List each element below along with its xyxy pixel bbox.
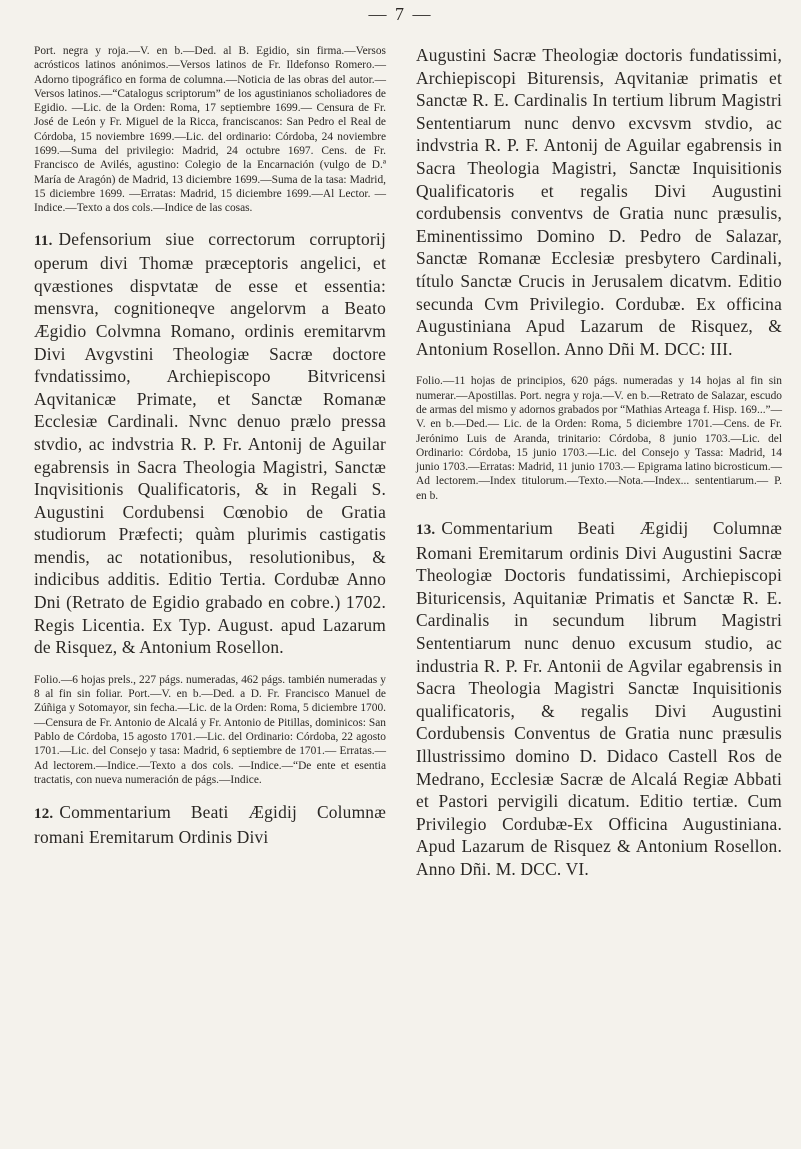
entry-12-title-start-text: Commentarium Beati Ægidij Columnæ romani Eremitarum Ordinis Divi <box>34 802 386 847</box>
entry-13-title <box>416 517 782 881</box>
entry-12-notes: Folio.—11 hojas de principios, 620 págs. numeradas y 14 hojas al fin sin numerar.—Apostillas. Port. negra y roja.—V. en b.—Retrato de Salazar, escudo de armas del mismo y adornos grabados por “Mathias Arteaga f. Hisp. 169...”—V. en b.—Ded.— Lic. de la Orden: Roma, 5 diciembre 1701.—Cens. de Fr. Jerónimo Luis de Aranda, trinitario: Córdoba, 8 junio 1703.—Lic. del Ordinario: Córdoba, 15 junio 1703.—Lic. del Consejo y Tassa: Madrid, 14 junio 1703.—Erratas: Madrid, 11 junio 1703.— Epigrama latino bicrosticum.—Ad lectorem.—Index titulorum.—Texto.—Nota.—Index... sententiarum.— P. en b. <box>416 375 782 502</box>
entry-12-title-start <box>34 801 386 848</box>
entry-11-title <box>34 228 386 659</box>
entry-11-title-text: Defensorium siue correctorum corruptorij operum divi Thomæ præceptoris angelici, et qvæstiones dispvtatæ de esse et essentia: mensvra, cognitioneqve angelorvm a Beato Ægidio Colvmna Romano, ordinis eremitarvm Divi Avgvstini Theologiæ Sacræ doctore fvndatissimo, Archiepiscopo Bitvricensi Aqvitanicæ Primate, et Sanctæ Romanæ Ecclesiæ Cardinali. Nvnc denuo prælo pressa stvdio, ac indvstria R. P. Fr. Antonij de Aguilar egabrensis in Sacra Theologia Magistri, Sanctæ Inqvisitionis Qualificatoris, & in Regali S. Augustini Cordubensi Cœnobio de Gratia studiorum Præfecti; quàm plurimis castigatis mendis, ac notationibus, resolutionibus, & indicibus additis. Editio Tertia. Cordubæ Anno Dni (Retrato de Egidio grabado en cobre.) 1702. Regis Licentia. Ex Typ. August. apud Lazarum de Risquez, & Antonium Rosellon. <box>34 228 386 658</box>
entry-13-title-text: Commentarium Beati Ægidij Columnæ Romani Eremitarum ordinis Divi Augustini Sacræ Theologiæ Doctoris fundatissimi, Archiepiscopi Bituricensis, Aquitaniæ Primatis et Sanctæ R. E. Cardinalis in secundum librum Magistri Sententiarum nunc denuo excusum studio, ac industria R. P. Fr. Antonii de Agvilar egabrensis in Sacra Theologia Magistri Sanctæ Inquisitionis qualificatoris, & regalis Divi Augustini Cordubensis Conventus de Gratia nunc præsulis Illustrissimo domino D. Didaco Castell Ros de Medrano, Ecclesiæ Sacræ de Alcalá Regiæ Abbati et Pastori pervigili dicatum. Editio tertiæ. Cum Privilegio Cordubæ-Ex Officina Augustiniana. Apud Lazarum de Risquez & Antonium Rosellon. Anno Dñi. M. DCC. VI. <box>416 517 782 879</box>
entry-11-number: 11. <box>34 232 53 249</box>
intro-notes: Port. negra y roja.—V. en b.—Ded. al B. Egidio, sin firma.—Versos acrósticos latinos anónimos.—Versos latinos de Fr. Ildefonso Romero.—Adorno tipográfico en forma de columna.—Noticia de las obras del autor.—Versos latinos.—“Catalogus scriptorum” de los agustinianos scholiadores de Egidio. —Lic. de la Orden: Roma, 17 septiembre 1699.— Censura de Fr. José de León y Fr. Miguel de la Ricca, franciscanos: San Pedro el Real de Córdoba, 15 noviembre 1699.—Lic. del ordinario: Córdoba, 24 noviembre 1699.—Suma del privilegio: Madrid, 24 octubre 1697. Cens. de Fr. Francisco de Avilés, agustino: Colegio de la Encarnación (vulgo de D.ª María de Aragón) de Madrid, 13 diciembre 1699.—Suma de la tasa: Madrid, 15 diciembre 1699. —Erratas: Madrid, 15 diciembre 1699.—Al Lector. —Indice.—Texto a dos cols.—Indice de las cosas. <box>34 45 386 215</box>
page-number: — 7 — <box>368 4 433 24</box>
entry-12-number: 12. <box>34 806 54 823</box>
entry-12-title-cont: Augustini Sacræ Theologiæ doctoris fundatissimi, Archiepiscopi Biturensis, Aqvitaniæ primatis et Sanctæ R. E. Cardinalis In tertium librum Magistri Sententiarum nunc denvo excvsvm stvdio, ac indvstria R. P. F. Antonij de Aguilar egabrensis in Sacra Theologia Magistri, Sanctæ Inquisitionis Qualificatoris et regalis Divi Augustini cordubensis conventvs de Gratia nunc præsulis, Eminentissimo Domino D. Pedro de Salazar, Sanctæ Romanæ Ecclesiæ presbytero Cardinali, título Sanctæ Crucis in Jerusalem dicatvm. Editio secunda Cvm Privilegio. Cordubæ. Ex officina Augustiniana Apud Lazarum de Risquez, & Antonium Rosellon. Anno Dñi M. DCC: III. <box>416 45 782 359</box>
entry-11-notes: Folio.—6 hojas prels., 227 págs. numeradas, 462 págs. también numeradas y 8 al fin sin foliar. Port.—V. en b.—Ded. a D. Fr. Francisco Manuel de Zúñiga y Sotomayor, sin fecha.—Lic. de la Orden: Roma, 5 diciembre 1700.—Censura de Fr. Antonio de Alcalá y Fr. Antonio de Pitillas, dominicos: San Pablo de Córdoba, 15 agosto 1701.—Lic. del Ordinario: Córdoba, 22 agosto 1701.—Lic. del Consejo y tasa: Madrid, 6 septiembre de 1701.— Erratas.—Ad lectorem.—Indice.—Texto a dos cols. —Indice.—“De ente et esentia tractatis, con nueva numeración de págs.—Indice. <box>34 673 386 786</box>
right-column <box>416 44 782 880</box>
entry-13-number: 13. <box>416 521 436 538</box>
left-column <box>34 44 386 848</box>
